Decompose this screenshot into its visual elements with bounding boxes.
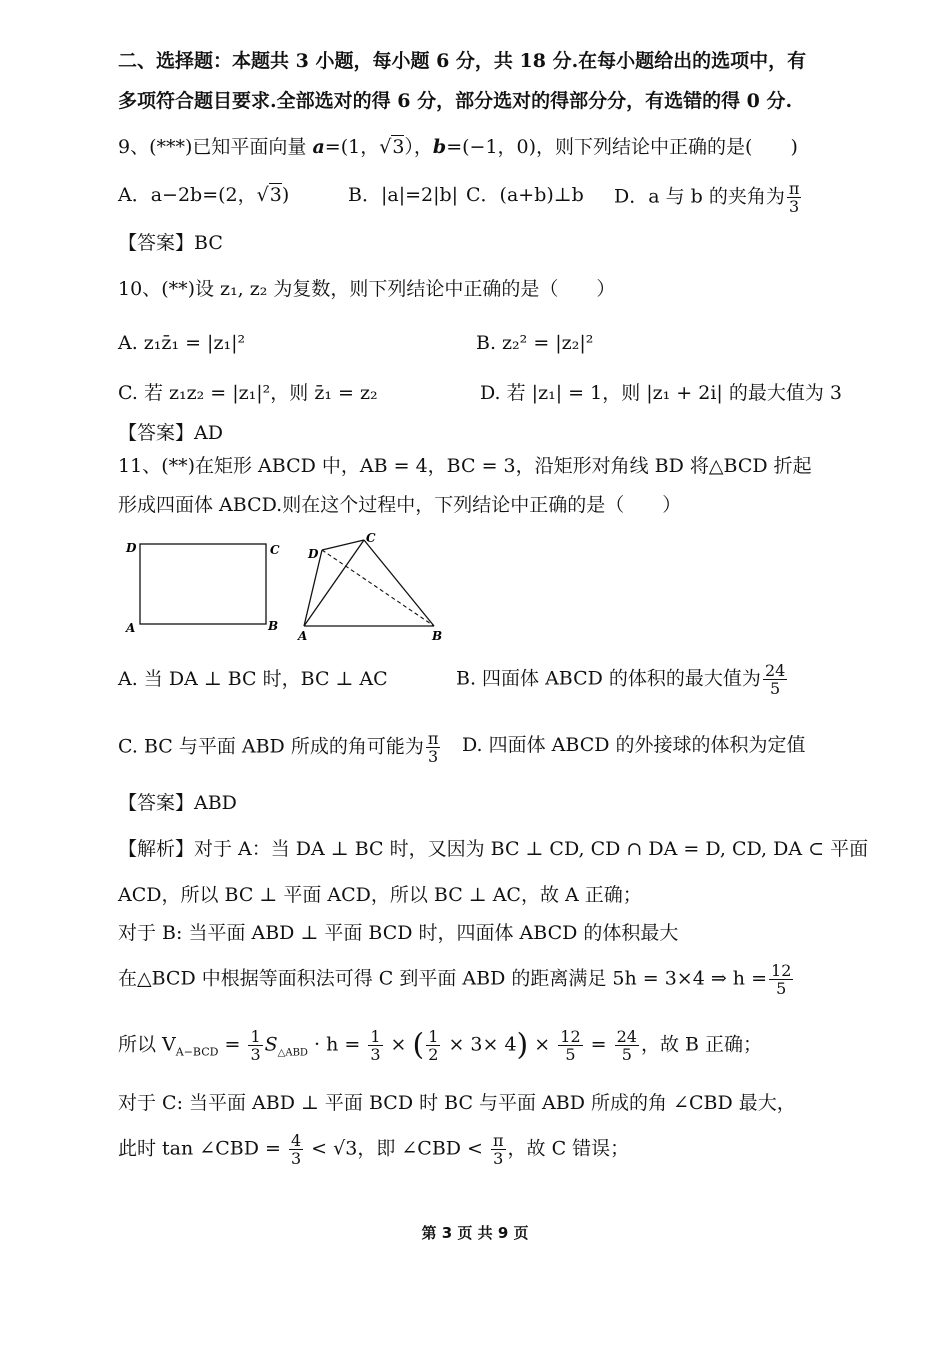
q9-number: 9、 bbox=[118, 136, 150, 158]
rect-label-a: A bbox=[126, 621, 136, 635]
q9-pi-over-3: $\frac{\pi}{3}$ bbox=[788, 179, 800, 216]
q9-option-a-sqrt: 3 bbox=[269, 184, 282, 206]
q11-stars: (**) bbox=[161, 455, 196, 477]
q11-number: 11、 bbox=[118, 455, 162, 477]
l7-pi-over-3: $\frac{\pi}{3}$ bbox=[493, 1131, 504, 1168]
l5-3x4: × 3× 4 bbox=[442, 1033, 517, 1056]
s-sub: △ABD bbox=[277, 1047, 308, 1059]
tetra-label-a: A bbox=[298, 629, 308, 643]
analysis-line-4-text: 在△BCD 中根据等面积法可得 C 到平面 ABD 的距离满足 5h = 3×4 ⇒ h = bbox=[118, 967, 768, 990]
paren-open: ( bbox=[412, 1027, 425, 1063]
q9-option-d-text: D．a 与 b 的夹角为 bbox=[614, 185, 785, 208]
l5-eq: = bbox=[218, 1033, 247, 1056]
f1-3-a: $\frac{1}{3}$ bbox=[250, 1027, 261, 1064]
f1-2: $\frac{1}{2}$ bbox=[428, 1027, 439, 1064]
q9-option-a-end: ) bbox=[281, 184, 290, 206]
q9-option-c: C．(a+b)⊥b bbox=[466, 184, 584, 206]
rect-label-c: C bbox=[270, 543, 280, 557]
f1-3-b: $\frac{1}{3}$ bbox=[370, 1027, 381, 1064]
q9-vec-b: b bbox=[432, 136, 447, 158]
q10-option-d: D. 若 |z₁| = 1，则 |z₁ + 2i| 的最大值为 3 bbox=[480, 382, 842, 404]
q11-stem-1 bbox=[118, 453, 812, 479]
q11-figures bbox=[118, 530, 458, 646]
rect-label-d: D bbox=[126, 541, 137, 555]
q9-stem: 9、(***)已知平面向量 a=(1，√3），b=(−1，0)，则下列结论中正确的是( ) bbox=[118, 136, 798, 158]
q11-answer: 【答案】ABD bbox=[118, 792, 237, 814]
q11-option-b bbox=[456, 662, 789, 697]
tetrahedron-figure bbox=[297, 531, 442, 643]
q11-option-b-text: B. 四面体 ABCD 的体积的最大值为 bbox=[456, 667, 761, 690]
q9-option-a-text: A．a−2b=(2， bbox=[118, 184, 257, 206]
q9-option-a: A．a−2b=(2，√3) bbox=[118, 184, 290, 206]
q11-stem-2: 形成四面体 ABCD.则在这个过程中，下列结论中正确的是（ ） bbox=[118, 494, 682, 516]
section-header-line-1: 二、选择题：本题共 3 小题，每小题 6 分，共 18 分.在每小题给出的选项中，有 bbox=[118, 50, 807, 72]
f24-5-b: $\frac{24}{5}$ bbox=[616, 1027, 637, 1064]
q11-option-d: D. 四面体 ABCD 的外接球的体积为定值 bbox=[462, 734, 806, 756]
q9-stem-c: ）， bbox=[404, 136, 433, 158]
l7-start: 此时 tan ∠CBD = bbox=[118, 1137, 287, 1160]
analysis-line-4 bbox=[118, 962, 795, 997]
q9-option-d bbox=[614, 180, 803, 215]
q9-stem-d: =(−1，0)，则下列结论中正确的是( ) bbox=[446, 136, 798, 158]
q10-answer: 【答案】AD bbox=[118, 422, 223, 444]
l5-mid2: · h = bbox=[307, 1033, 367, 1056]
page-footer: 第 3 页 共 9 页 bbox=[421, 1224, 529, 1242]
rect-label-b: B bbox=[268, 619, 279, 633]
tetra-label-b: B bbox=[432, 629, 443, 643]
q10-option-b: B. z₂² = |z₂|² bbox=[476, 332, 594, 354]
l7-mid: < √3，即 ∠CBD < bbox=[305, 1137, 490, 1160]
l7-end: ，故 C 错误； bbox=[507, 1137, 630, 1160]
tetra-label-d: D bbox=[308, 547, 319, 561]
analysis-line-7 bbox=[118, 1132, 629, 1167]
f12-5-b: $\frac{12}{5}$ bbox=[560, 1027, 581, 1064]
q9-stem-b: =(1， bbox=[324, 136, 380, 158]
analysis-f12-5: $\frac{12}{5}$ bbox=[771, 961, 792, 998]
q10-stem bbox=[118, 276, 615, 302]
q9-stars: (***) bbox=[149, 136, 193, 158]
q9-option-b: B．|a|=2|b| bbox=[348, 184, 459, 206]
q10-option-a: A. z₁z̄₁ = |z₁|² bbox=[118, 332, 246, 354]
tetra-label-c: C bbox=[366, 531, 376, 545]
analysis-line-1: 【解析】对于 A：当 DA ⊥ BC 时，又因为 BC ⊥ CD, CD ∩ DA = D, CD, DA ⊂ 平面 bbox=[118, 838, 869, 860]
q11-option-c-text: C. BC 与平面 ABD 所成的角可能为 bbox=[118, 735, 424, 758]
q11-pi-over-3: $\frac{\pi}{3}$ bbox=[427, 729, 439, 766]
f4-3: $\frac{4}{3}$ bbox=[290, 1131, 302, 1168]
analysis-line-5: 所以 $V_{A-BCD}$ = $\frac{1}{3}$ $S_{\triangle ABD} \cdot h$ = $\frac{1}{3}$ × ( $\frac{1}{2}$ × 3× 4) × $\frac{12}{5}$ = $\frac{24}{5}$ ，故 B 正确； bbox=[118, 1027, 763, 1064]
v-sub: A−BCD bbox=[175, 1045, 219, 1059]
analysis-line-3: 对于 B: 当平面 ABD ⊥ 平面 BCD 时，四面体 ABCD 的体积最大 bbox=[118, 922, 679, 944]
rectangle-figure bbox=[125, 541, 280, 635]
q11-stem-1-text: 在矩形 ABCD 中，AB = 4，BC = 3，沿矩形对角线 BD 将△BCD 折起 bbox=[195, 455, 812, 477]
q9-sqrt3: 3 bbox=[392, 136, 405, 158]
s-label: S bbox=[264, 1033, 278, 1056]
q9-answer: 【答案】BC bbox=[118, 232, 223, 254]
analysis-line-6: 对于 C: 当平面 ABD ⊥ 平面 BCD 时 BC 与平面 ABD 所成的角 ∠CBD 最大， bbox=[118, 1092, 796, 1114]
section-header-line-2: 多项符合题目要求.全部选对的得 6 分，部分选对的得部分分，有选错的得 0 分. bbox=[118, 90, 793, 112]
v-label: 所以 V bbox=[118, 1033, 176, 1056]
q9-vec-a: a bbox=[312, 136, 325, 158]
analysis-line-2: ACD，所以 BC ⊥ 平面 ACD，所以 BC ⊥ AC，故 A 正确； bbox=[118, 884, 642, 906]
paren-close: ) bbox=[516, 1027, 529, 1063]
q10-stars: (**) bbox=[161, 278, 196, 300]
l5-times: × bbox=[384, 1033, 413, 1056]
q10-option-c: C. 若 z₁z₂ = |z₁|²，则 z̄₁ = z₂ bbox=[118, 382, 378, 404]
q10-stem-text: 设 z₁, z₂ 为复数，则下列结论中正确的是（ ） bbox=[195, 278, 616, 300]
q11-option-a: A. 当 DA ⊥ BC 时，BC ⊥ AC bbox=[118, 668, 388, 690]
q11-f24-5: $\frac{24}{5}$ bbox=[764, 661, 786, 698]
q11-option-c bbox=[118, 730, 442, 765]
q9-stem-a: 已知平面向量 bbox=[192, 136, 313, 158]
q10-number: 10、 bbox=[118, 278, 162, 300]
l5-end: ，故 B 正确； bbox=[640, 1033, 763, 1056]
